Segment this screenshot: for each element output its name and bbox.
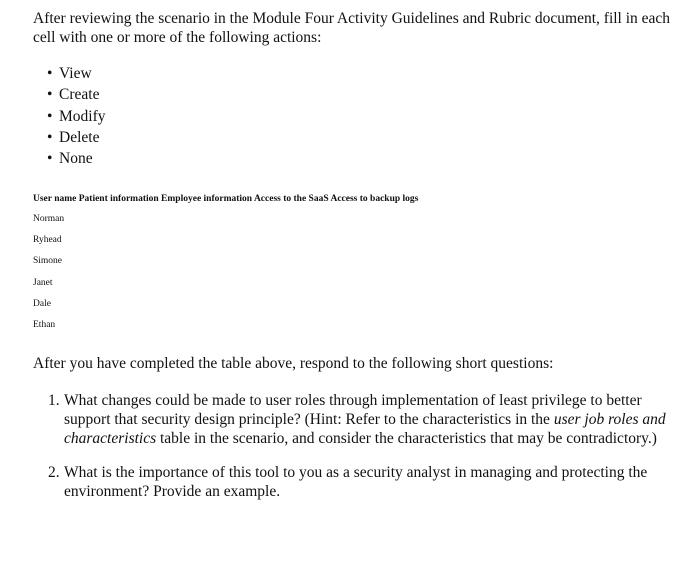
intro-paragraph: After reviewing the scenario in the Module Four Activity Guidelines and Rubric document, fill in each cell with one or more of the following actions: [33,10,671,46]
list-item [47,127,106,148]
questions-list [48,391,678,516]
after-paragraph: After you have completed the table above, respond to the following short questions: [33,355,554,372]
action-label: View [59,65,92,82]
question-number: 2. [48,464,60,481]
user-table-rows [33,212,64,339]
bullet-icon: • [47,150,53,168]
table-row: Janet [33,277,53,288]
table-row: Norman [33,214,65,224]
question-text-part: What changes could be made to user roles through implementation of least privilege to better support that security design principle? (Hint: Refer to the characteristics in the [64,392,642,428]
list-item [47,84,106,105]
bullet-icon: • [47,107,53,125]
table-row: Simone [33,256,63,267]
bullet-icon: • [47,86,53,104]
question-italic-part: user job roles and characteristics [64,411,666,447]
question-item [48,391,678,448]
action-label: None [59,150,93,168]
list-item [47,106,106,127]
table-row: Ethan [33,319,56,330]
question-text [64,391,678,448]
question-number: 1. [48,392,60,409]
action-label: Create [59,86,100,104]
action-label: Modify [59,107,106,125]
list-item [47,63,106,84]
question-text-part: table in the scenario, and consider the characteristics that may be contradictory.) [156,430,657,447]
question-item [48,463,678,501]
table-row: Ryhead [33,235,62,246]
bullet-icon: • [47,65,53,82]
question-text [64,463,678,501]
bullet-icon: • [47,128,53,146]
list-item [47,148,106,169]
question-text-part: What is the importance of this tool to you as a security analyst in managing and protecting the environment? Provide an example. [64,464,648,500]
action-label: Delete [59,128,100,146]
actions-list [47,63,106,169]
table-header: User name Patient information Employee information Access to the SaaS Access to backup logs [33,194,419,204]
table-row: Dale [33,298,51,309]
